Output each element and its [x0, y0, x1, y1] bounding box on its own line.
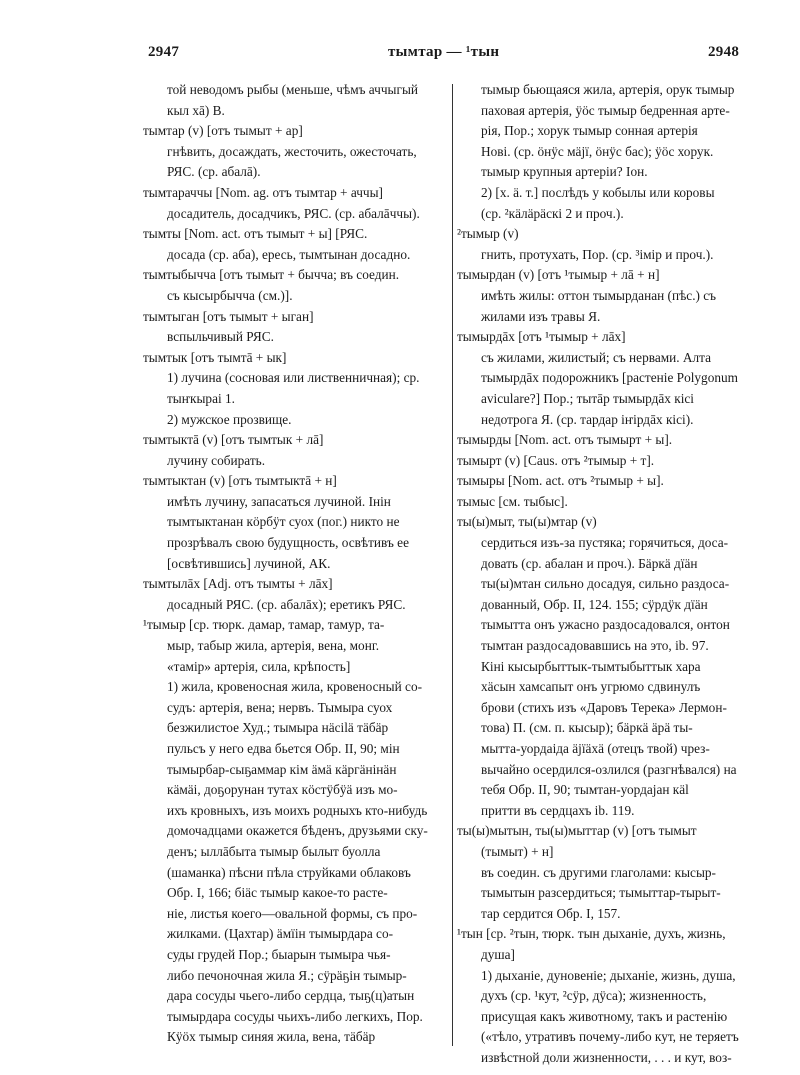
entry-text-line: хäсын хамсапыт онъ угрюмо сдвинулъ [481, 679, 701, 695]
right-column [457, 80, 777, 1069]
entry-text-line: тымытын разсердиться; тымыттар-тырыт- [481, 885, 721, 901]
entry-text-line: судъ: артерія, вена; нервъ. Тымыра суох [167, 699, 393, 715]
entry-headword-line: тымыс [см. тыбыс]. [457, 493, 568, 509]
entry-text-line: либо печоночная жила Я.; сÿрäҕін тымыр- [167, 967, 407, 983]
entry-text-line: домочадцами окажется бѣденъ, друзьями ску- [167, 823, 428, 839]
entry-text-line: 1) жила, кровеносная жила, кровеносный со- [167, 679, 423, 695]
entry-text-line: досадный РЯС. (ср. абалāх); еретикъ РЯС. [167, 596, 406, 612]
entry-text-line: ихъ кровныхъ, изъ моихъ родныхъ кто-нибудь [167, 802, 428, 818]
entry-headword-line: тымтыбычча [отъ тымыт + бычча; въ соедин. [143, 267, 400, 283]
entry-text-line: ты(ы)мтан сильно досадуя, сильно раздоса- [481, 576, 730, 592]
entry-text-line: мытта-уордаіда äјїäхä (отецъ твой) чрез- [481, 741, 710, 756]
entry-text-line: тымтыктанан кöрбÿт суох (пог.) никто не [167, 514, 400, 530]
entry-text-line: мыр, табыр жила, артерія, вена, монг. [167, 638, 380, 654]
entry-text-line: гнить, протухать, Пор. (ср. ³імір и проч.). [481, 246, 714, 262]
entry-headword-line: ¹тымыр [ср. тюрк. дамар, тамар, тамур, та- [143, 617, 385, 633]
entry-headword-line: ты(ы)мыт, ты(ы)мтар (v) [457, 514, 597, 530]
entry-text-line: 2) [х. ä. т.] послѣдъ у кобылы или коровы [481, 184, 715, 200]
entry-text-line: паховая артерія, ÿöс тымыр бедренная арте- [481, 102, 730, 118]
entry-headword-line: тымтыктан (v) [отъ тымтыктā + н] [143, 473, 337, 489]
entry-headword-line: тымырды [Nom. act. отъ тымырт + ы]. [457, 432, 673, 448]
entry-text-line: (ср. ²кäлäрäскі 2 и проч.). [481, 205, 624, 221]
entry-text-line: гнѣвить, досаждать, жесточить, ожесточать, [167, 143, 417, 159]
entry-text-line: дованный, Обр. II, 124. 155; сÿрдÿк дїäн [481, 596, 708, 612]
entry-text-line: лучину собирать. [167, 452, 266, 468]
entry-text-line: Кÿöх тымыр синяя жила, вена, тäбäр [167, 1029, 376, 1045]
entry-text-line: тебя Обр. II, 90; тымтан-уордаjан кäl [481, 782, 689, 798]
left-column [143, 80, 450, 1048]
entry-text-line: пульсъ у него едва бьется Обр. II, 90; мін [167, 741, 400, 756]
entry-text-line: тымытта онъ ужасно раздосадовался, онтон [481, 617, 730, 633]
entry-text-line: извѣстной доли жизненности, . . . и кут, воз- [481, 1049, 732, 1065]
entry-text-line: душа] [481, 946, 515, 962]
entry-text-line: (тымыт) + н] [481, 843, 554, 859]
entry-text-line: имѣть жилы: оттон тымырданан (пѣс.) съ [481, 287, 717, 303]
entry-text-line: 2) мужское прозвище. [167, 411, 292, 427]
entry-text-line: съ кысырбычча (см.)]. [167, 287, 293, 303]
entry-text-line: жилками. (Цахтар) äмїін тымырдара со- [167, 926, 394, 942]
entry-text-line: кыл хā) В. [167, 102, 225, 118]
entry-text-line: имѣть лучину, запасаться лучиной. Інін [167, 493, 391, 509]
entry-text-line: тыҥкыраі 1. [167, 390, 235, 406]
entry-text-line: [освѣтившись] лучиной, АК. [167, 555, 331, 571]
entry-text-line: брови (стихъ изъ «Даровъ Терека» Лермон- [481, 699, 727, 715]
entry-text-line: кäмäі, доҕорунан тутах кöстÿбÿä изъ мо- [167, 782, 398, 798]
entry-text-line: това) П. (см. п. кысыр); бäркä äрä ты- [481, 720, 693, 736]
entry-text-line: aviculare?] Пор.; тытāр тымырдāх кісі [481, 390, 695, 406]
entry-text-line: («тѣло, утративъ почему-либо кут, не теряетъ [481, 1029, 739, 1045]
entry-headword-line: тымтык [отъ тымтā + ык] [143, 349, 287, 365]
entry-headword-line: тымырдан (v) [отъ ¹тымыр + лā + н] [457, 267, 660, 283]
entry-text-line: рія, Пор.; хорук тымыр сонная артерія [481, 123, 698, 139]
entry-text-line: ніе, листья коего—овальной формы, съ про- [167, 905, 418, 921]
entry-text-line: вспыльчивый РЯС. [167, 329, 274, 345]
entry-text-line: тымырдāх подорожникъ [растеніе Polygonum [481, 370, 738, 386]
entry-headword-line: тымырдāх [отъ ¹тымыр + лāх] [457, 329, 626, 345]
entry-text-line: духъ (ср. ¹кут, ²сÿр, дÿса); жизненность, [481, 988, 707, 1004]
entry-text-line: тымыр бьющаяся жила, артерія, орук тымыр [481, 82, 735, 97]
entry-text-line: 1) дыханіе, дуновеніе; дыханіе, жизнь, душа, [481, 967, 736, 983]
entry-headword-line: тымыры [Nom. act. отъ ²тымыр + ы]. [457, 473, 664, 489]
entry-text-line: тар сердится Обр. I, 157. [481, 905, 621, 921]
entry-text-line: присущая какъ животному, такъ и растенію [481, 1008, 728, 1024]
entry-text-line: безжилистое Худ.; тымыра нäсіlä тäбäр [167, 720, 389, 736]
entry-text-line: тымыр крупныя артеріи? Іон. [481, 164, 648, 180]
entry-headword-line: тымтар (v) [отъ тымыт + ар] [143, 123, 303, 139]
entry-headword-line: тымтылāх [Adj. отъ тымты + лāх] [143, 576, 333, 592]
entry-text-line: дара сосуды чьего-либо сердца, тыҕ(ц)атын [167, 988, 415, 1004]
entry-text-line: тымырбар-сыҕаммар кім äмä кäргäнінäн [167, 761, 397, 777]
entry-text-line: притти въ сердцахъ ib. 119. [481, 802, 635, 818]
entry-text-line: въ соедин. съ другими глаголами: кысыр- [481, 864, 716, 880]
entry-headword-line: ²тымыр (v) [457, 226, 519, 242]
entry-text-line: довать (ср. абалан и проч.). Бäркä дїäн [481, 555, 698, 571]
entry-text-line: досада (ср. аба), ересь, тымтынан досадно. [167, 246, 411, 262]
entry-text-line: суды грудей Пор.; быарын тымыра чья- [167, 946, 391, 962]
running-header: тымтар — ¹тын [388, 44, 500, 60]
entry-text-line: съ жилами, жилистый; съ нервами. Алта [481, 349, 712, 365]
entry-text-line: той неводомъ рыбы (меньше, чѣмъ аччыгый [167, 82, 418, 97]
entry-headword-line: тымты [Nom. act. отъ тымыт + ы] [РЯС. [143, 226, 368, 242]
entry-text-line: досадитель, досадчикъ, РЯС. (ср. абалāччы). [167, 205, 420, 221]
entry-text-line: тымтан раздосадовавшись на это, ib. 97. [481, 638, 709, 654]
entry-text-line: сердиться изъ-за пустяка; горячиться, доса- [481, 535, 729, 551]
entry-headword-line: ты(ы)мытын, ты(ы)мыттар (v) [отъ тымыт [457, 823, 697, 839]
entry-text-line: прозрѣвалъ свою будущность, освѣтивъ ее [167, 535, 409, 551]
entry-headword-line: тымырт (v) [Caus. отъ ²тымыр + т]. [457, 452, 655, 468]
entry-text-line: Обр. I, 166; біäс тымыр какое-то расте- [167, 885, 388, 901]
page-number-right: 2948 [708, 44, 740, 60]
entry-headword-line: ¹тын [ср. ²тын, тюрк. тын дыханіе, духъ, жизнь, [457, 926, 726, 942]
entry-text-line: вычайно осердился-озлился (разгнѣвался) на [481, 761, 737, 777]
entry-text-line: 1) лучина (сосновая или лиственничная); ср. [167, 370, 420, 386]
entry-headword-line: тымтыктā (v) [отъ тымтык + лā] [143, 432, 324, 448]
entry-text-line: недотрога Я. (ср. тардар іҥірдāх кісі). [481, 411, 694, 427]
page-number-left: 2947 [148, 44, 180, 60]
entry-text-line: тымырдара сосуды чьихъ-либо легкихъ, Пор. [167, 1008, 423, 1024]
entry-headword-line: тымтыган [отъ тымыт + ыган] [143, 308, 314, 324]
entry-text-line: РЯС. (ср. абалā). [167, 164, 261, 180]
entry-text-line: (шаманка) пѣсни пѣла струйками облаковъ [167, 864, 411, 880]
column-divider [452, 84, 453, 1046]
entry-text-line: Нові. (ср. öнÿс мäјї, öнÿс бас); ÿöс хорук. [481, 143, 714, 159]
entry-text-line: жилами изъ травы Я. [481, 308, 601, 324]
entry-text-line: Кіні кысырбыттык-тымтыбыттык хара [481, 658, 701, 674]
entry-text-line: денъ; ыллāбыта тымыр былыт буолла [167, 843, 381, 859]
entry-text-line: «тамір» артерія, сила, крѣпость] [167, 658, 351, 674]
entry-headword-line: тымтараччы [Nom. ag. отъ тымтар + аччы] [143, 184, 383, 200]
